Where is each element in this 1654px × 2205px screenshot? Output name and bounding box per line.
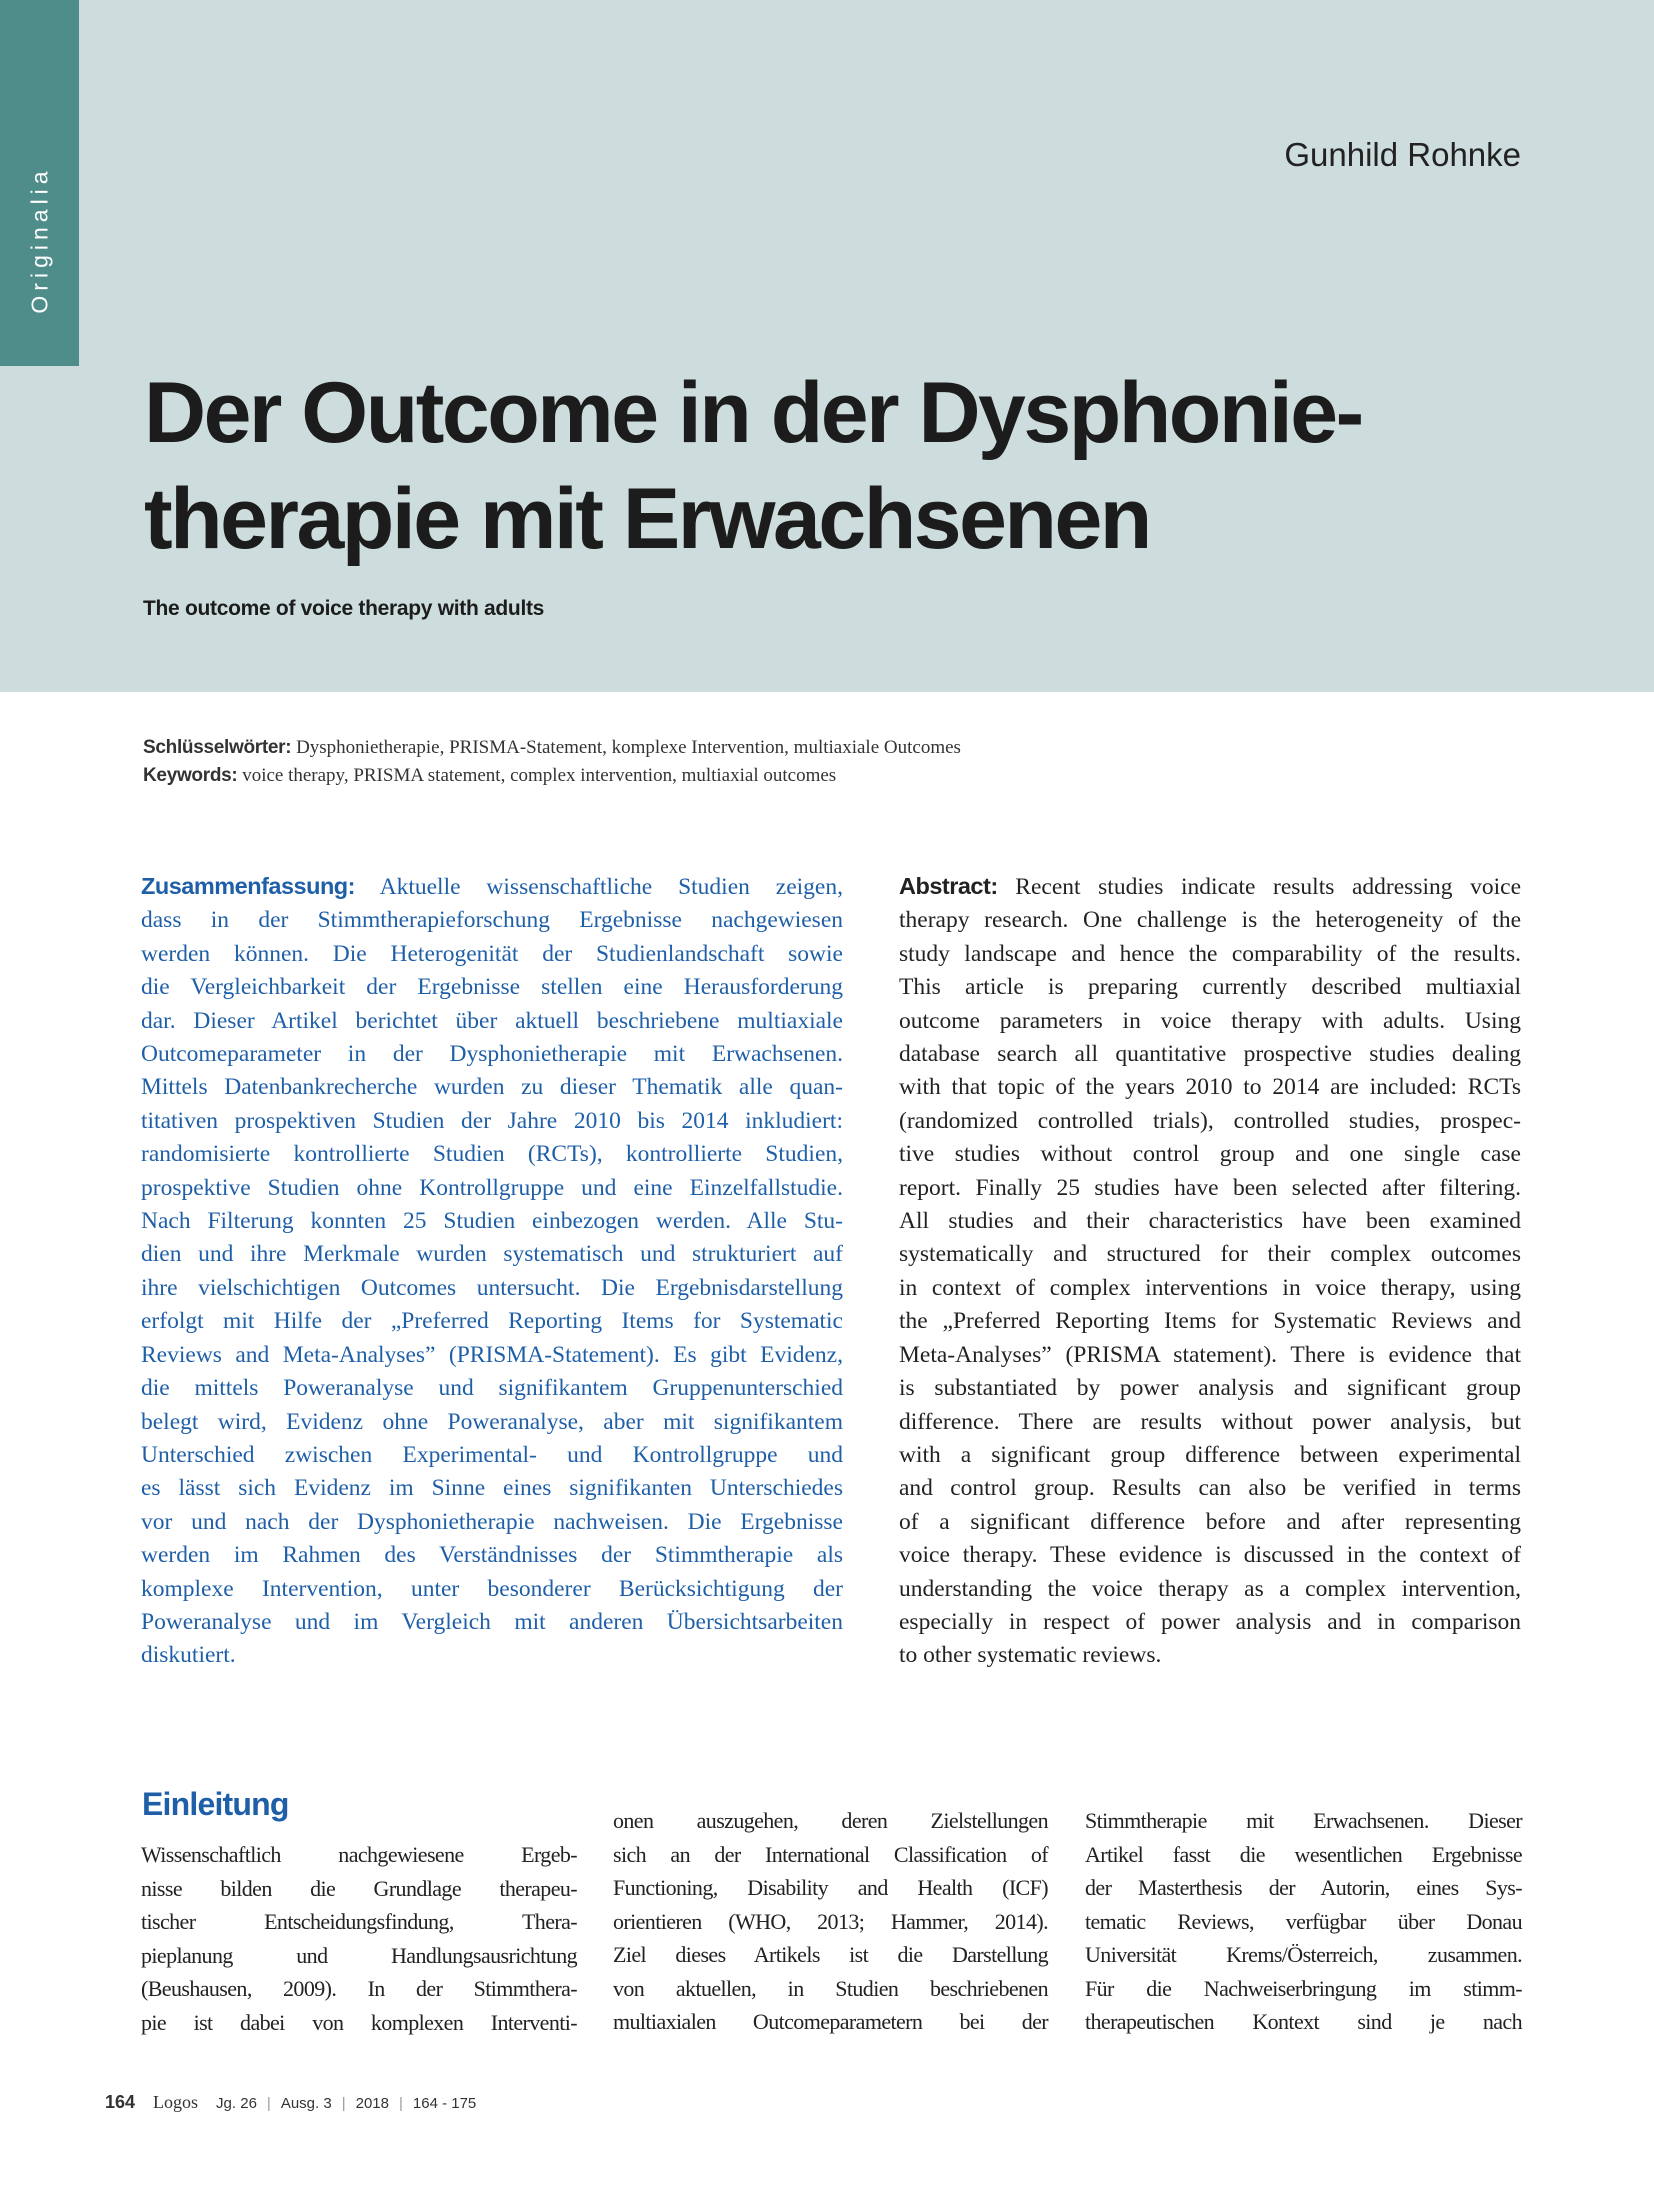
text-line: (randomized controlled trials), controlled studies, prospec-	[899, 1107, 1521, 1134]
text-line: difference. There are results without power analysis, but	[899, 1408, 1521, 1435]
text-line: database search all quantitative prospective studies dealing	[899, 1041, 1521, 1068]
text-line: titativen prospektiven Studien der Jahre 2010 bis 2014 inkludiert:	[141, 1107, 843, 1134]
text-line: pieplanung und Handlungsausrichtung	[141, 1942, 577, 1968]
keywords-en	[143, 765, 836, 787]
text-line: and control group. Results can also be verified in terms	[899, 1475, 1521, 1502]
page-range: 164 - 175	[412, 2095, 477, 2112]
text-line: tischer Entscheidungsfindung, Thera-	[141, 1909, 577, 1934]
divider: |	[398, 2095, 403, 2112]
keywords-en-text: voice therapy, PRISMA statement, complex intervention, multiaxial outcomes	[237, 765, 837, 786]
text-line: This article is preparing currently described multiaxial	[899, 974, 1521, 1001]
text-line: ihre vielschichtigen Outcomes untersucht. Die Ergebnisdarstellung	[141, 1274, 843, 1301]
text-line: the „Preferred Reporting Items for Systematic Reviews and	[899, 1308, 1521, 1335]
journal-name: Logos	[153, 2092, 199, 2112]
text-line: study landscape and hence the comparability of the results.	[899, 940, 1521, 967]
section-tab	[0, 0, 79, 366]
text-line: report. Finally 25 studies have been selected after filtering.	[899, 1174, 1521, 1201]
text-line: voice therapy. These evidence is discussed in the context of	[899, 1542, 1521, 1569]
keywords-en-label: Keywords:	[143, 765, 238, 786]
divider: |	[266, 2095, 271, 2112]
section-heading-einleitung: Einleitung	[142, 1786, 289, 1822]
text-line: von aktuellen, in Studien beschriebenen	[613, 1975, 1048, 2001]
text-line: with a significant group difference between experimental	[899, 1441, 1521, 1468]
text-line: der Masterthesis der Autorin, eines Sys-	[1085, 1875, 1522, 1900]
keywords-de	[143, 737, 961, 759]
abstract-text: Recent studies indicate results addressing voice	[997, 874, 1521, 900]
title-line: Der Outcome in der Dysphonie-	[144, 365, 1362, 461]
text-line: tematic Reviews, verfügbar über Donau	[1085, 1908, 1522, 1934]
text-line: onen auszugehen, deren Zielstellungen	[613, 1808, 1048, 1833]
text-line: Reviews and Meta-Analyses” (PRISMA-Statement). Es gibt Evidenz,	[141, 1341, 843, 1368]
text-line: (Beushausen, 2009). In der Stimmthera-	[141, 1976, 577, 2001]
intro-column-3	[1085, 1804, 1522, 2039]
intro-column-2	[613, 1804, 1048, 2039]
abstract-lead: Abstract:	[899, 873, 998, 899]
text-line: belegt wird, Evidenz ohne Poweranalyse, aber mit signifikantem	[141, 1408, 843, 1435]
text-line: Poweranalyse und im Vergleich mit anderen Übersichtsarbeiten	[141, 1608, 843, 1635]
text-line: systematically and structured for their complex outcomes	[899, 1241, 1521, 1268]
article-title	[144, 360, 1362, 572]
text-line: Für die Nachweiserbringung im stimm-	[1085, 1975, 1522, 2001]
author-name: Gunhild Rohnke	[1284, 136, 1521, 173]
text-line: Meta-Analyses” (PRISMA statement). There is evidence that	[899, 1341, 1521, 1368]
text-line: therapy research. One challenge is the heterogeneity of the	[899, 907, 1521, 934]
text-line: prospektive Studien ohne Kontrollgruppe und eine Einzelfallstudie.	[141, 1174, 843, 1201]
text-line: es lässt sich Evidenz im Sinne eines signifikanten Unterschiedes	[141, 1475, 843, 1502]
text-line: komplexe Intervention, unter besonderer Berücksichtigung der	[141, 1575, 843, 1602]
text-line: Wissenschaftlich nachgewiesene Ergeb-	[141, 1842, 577, 1867]
text-line: dien und ihre Merkmale wurden systematisch und strukturiert auf	[141, 1241, 843, 1268]
text-line: understanding the voice therapy as a complex intervention,	[899, 1575, 1521, 1602]
abstract-text: Aktuelle wissenschaftliche Studien zeigen,	[355, 874, 843, 900]
text-line: werden können. Die Heterogenität der Studienlandschaft sowie	[141, 940, 843, 967]
abstract-lead: Zusammenfassung:	[141, 873, 355, 899]
text-line: werden im Rahmen des Verständnisses der Stimmtherapie als	[141, 1542, 843, 1569]
abstract-german	[141, 870, 843, 1673]
text-line: Mittels Datenbankrecherche wurden zu dieser Thematik alle quan-	[141, 1074, 843, 1101]
text-line: in context of complex interventions in voice therapy, using	[899, 1274, 1521, 1301]
text-line: sich an der International Classification of	[613, 1841, 1048, 1867]
text-line: Outcomeparameter in der Dysphonietherapie mit Erwachsenen.	[141, 1041, 843, 1068]
text-line: outcome parameters in voice therapy with adults. Using	[899, 1007, 1521, 1034]
text-line: therapeutischen Kontext sind je nach	[1085, 2009, 1522, 2034]
text-line: dar. Dieser Artikel berichtet über aktuell beschriebene multiaxiale	[141, 1007, 843, 1034]
text-line: Nach Filterung konnten 25 Studien einbezogen werden. Alle Stu-	[141, 1208, 843, 1235]
header-band	[0, 0, 1654, 692]
page-footer	[105, 2092, 476, 2113]
text-line: die mittels Poweranalyse und signifikantem Gruppenunterschied	[141, 1375, 843, 1402]
section-tab-label: Originalia	[26, 166, 52, 314]
text-line: All studies and their characteristics have been examined	[899, 1208, 1521, 1235]
text-line: orientieren (WHO, 2013; Hammer, 2014).	[613, 1908, 1048, 1934]
abstract-english	[899, 870, 1521, 1673]
text-line: pie ist dabei von komplexen Interventi-	[141, 2009, 577, 2035]
text-line: Ziel dieses Artikels ist die Darstellung	[613, 1942, 1048, 1967]
text-line: Artikel fasst die wesentlichen Ergebnisse	[1085, 1841, 1522, 1867]
text-line: erfolgt mit Hilfe der „Preferred Reporting Items for Systematic	[141, 1308, 843, 1335]
text-line: Unterschied zwischen Experimental- und Kontrollgruppe und	[141, 1441, 843, 1468]
text-line: die Vergleichbarkeit der Ergebnisse stellen eine Herausforderung	[141, 974, 843, 1001]
year: 2018	[355, 2095, 389, 2112]
text-line: Functioning, Disability and Health (ICF)	[613, 1875, 1048, 1900]
text-line: to other systematic reviews.	[899, 1642, 1162, 1669]
text-line	[899, 870, 1521, 904]
text-line	[141, 870, 843, 904]
text-line: multiaxialen Outcomeparametern bei der	[613, 2009, 1048, 2034]
text-line: randomisierte kontrollierte Studien (RCTs), kontrollierte Studien,	[141, 1141, 843, 1168]
text-line: is substantiated by power analysis and significant group	[899, 1375, 1521, 1402]
text-line: Stimmtherapie mit Erwachsenen. Dieser	[1085, 1808, 1522, 1833]
issue: Ausg. 3	[280, 2095, 332, 2112]
divider: |	[341, 2095, 346, 2112]
text-line: Universität Krems/Österreich, zusammen.	[1085, 1942, 1522, 1967]
intro-column-1	[141, 1838, 577, 2039]
volume: Jg. 26	[216, 2095, 257, 2112]
text-line: especially in respect of power analysis and in comparison	[899, 1608, 1521, 1635]
text-line: nisse bilden die Grundlage therapeu-	[141, 1875, 577, 1901]
article-subtitle: The outcome of voice therapy with adults	[143, 597, 545, 620]
text-line: with that topic of the years 2010 to 2014 are included: RCTs	[899, 1074, 1521, 1101]
title-line: therapie mit Erwachsenen	[144, 471, 1150, 567]
text-line: diskutiert.	[141, 1642, 236, 1669]
keywords-de-text: Dysphonietherapie, PRISMA-Statement, komplexe Intervention, multiaxiale Outcomes	[291, 737, 961, 758]
text-line: dass in der Stimmtherapieforschung Ergebnisse nachgewiesen	[141, 907, 843, 934]
text-line: of a significant difference before and after representing	[899, 1508, 1521, 1535]
keywords-de-label: Schlüsselwörter:	[143, 737, 292, 758]
text-line: tive studies without control group and one single case	[899, 1141, 1521, 1168]
text-line: vor und nach der Dysphonietherapie nachweisen. Die Ergebnisse	[141, 1508, 843, 1535]
page-number: 164	[105, 2092, 136, 2112]
